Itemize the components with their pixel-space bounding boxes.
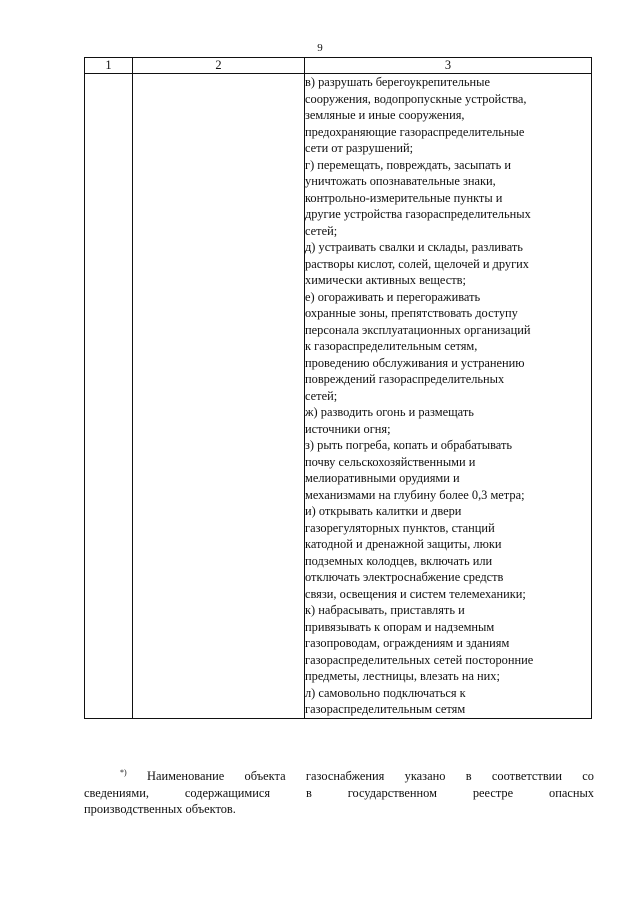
table-text-line: сооружения, водопропускные устройства, xyxy=(305,91,527,106)
table-text-line: газораспределительных сетей посторонние xyxy=(305,652,534,667)
table-text-line: привязывать к опорам и надземным xyxy=(305,619,495,634)
table-text-line: газорегуляторных пунктов, станций xyxy=(305,520,495,535)
footnote-marker: *) xyxy=(120,767,127,777)
table-text-line: л) самовольно подключаться к xyxy=(305,685,466,700)
prohibitions-list xyxy=(305,74,591,718)
table-text-line: газораспределительным сетям xyxy=(305,702,466,716)
table-text-line: в) разрушать берегоукрепительные xyxy=(305,75,490,89)
table-text-line: проведению обслуживания и устранению xyxy=(305,355,525,370)
table-text-line: и) открывать калитки и двери xyxy=(305,504,462,518)
table-text-line: газопроводам, ограждениям и зданиям xyxy=(305,636,510,650)
table-text-line: мелиоративными орудиями и xyxy=(305,471,460,485)
table-text-line: уничтожать опознавательные знаки, xyxy=(305,174,496,188)
footnote-line-1 xyxy=(84,768,594,785)
footnote-text-1: Наименование объекта газоснабжения указано в соответствии со xyxy=(147,769,594,783)
table-cell-col2 xyxy=(133,74,305,719)
table-text-line: охранные зоны, препятствовать доступу xyxy=(305,306,518,320)
table-text-line: повреждений газораспределительных xyxy=(305,372,505,386)
table-text-line: з) рыть погреба, копать и обрабатывать xyxy=(305,438,513,452)
table-text-line: связи, освещения и систем телемеханики; xyxy=(305,586,526,601)
table-text-line: химически активных веществ; xyxy=(305,273,466,287)
table-text-line: сетей; xyxy=(305,388,338,403)
document-table xyxy=(84,57,592,719)
table-header-row xyxy=(85,58,592,74)
table-text-line: источники огня; xyxy=(305,421,391,436)
footnote-line-2: сведениями, содержащимися в государственном реестре опасных xyxy=(84,785,594,800)
table-text-line: сети от разрушений; xyxy=(305,141,414,155)
column-header-3: 3 xyxy=(305,58,592,74)
table-text-line: д) устраивать свалки и склады, разливать xyxy=(305,240,523,254)
table-text-line: подземных колодцев, включать или xyxy=(305,553,493,568)
table-text-line: персонала эксплуатационных организаций xyxy=(305,322,531,337)
column-header-2: 2 xyxy=(133,58,305,74)
table-text-line: катодной и дренажной защиты, люки xyxy=(305,537,502,551)
table-cell-col1 xyxy=(85,74,133,719)
table-text-line: ж) разводить огонь и размещать xyxy=(305,405,474,419)
table-text-line: другие устройства газораспределительных xyxy=(305,207,531,221)
footnote-line-3: производственных объектов. xyxy=(84,802,236,816)
table-text-line: контрольно-измерительные пункты и xyxy=(305,190,503,205)
table-text-line: предметы, лестницы, влезать на них; xyxy=(305,669,500,683)
table-text-line: к газораспределительным сетям, xyxy=(305,339,478,353)
table-text-line: почву сельскохозяйственными и xyxy=(305,454,476,469)
table-row xyxy=(85,74,592,719)
table-cell-col3 xyxy=(305,74,592,719)
table-text-line: механизмами на глубину более 0,3 метра; xyxy=(305,487,525,502)
footnote xyxy=(84,768,594,818)
table-text-line: предохраняющие газораспределительные xyxy=(305,124,525,139)
table-text-line: к) набрасывать, приставлять и xyxy=(305,603,465,617)
table-text-line: г) перемещать, повреждать, засыпать и xyxy=(305,157,511,172)
table-text-line: растворы кислот, солей, щелочей и других xyxy=(305,256,529,271)
page-number: 9 xyxy=(317,42,323,54)
table-text-line: сетей; xyxy=(305,223,338,238)
column-header-1: 1 xyxy=(85,58,133,74)
table-text-line: отключать электроснабжение средств xyxy=(305,570,504,584)
table-text-line: е) огораживать и перегораживать xyxy=(305,289,481,304)
table-text-line: земляные и иные сооружения, xyxy=(305,108,465,122)
